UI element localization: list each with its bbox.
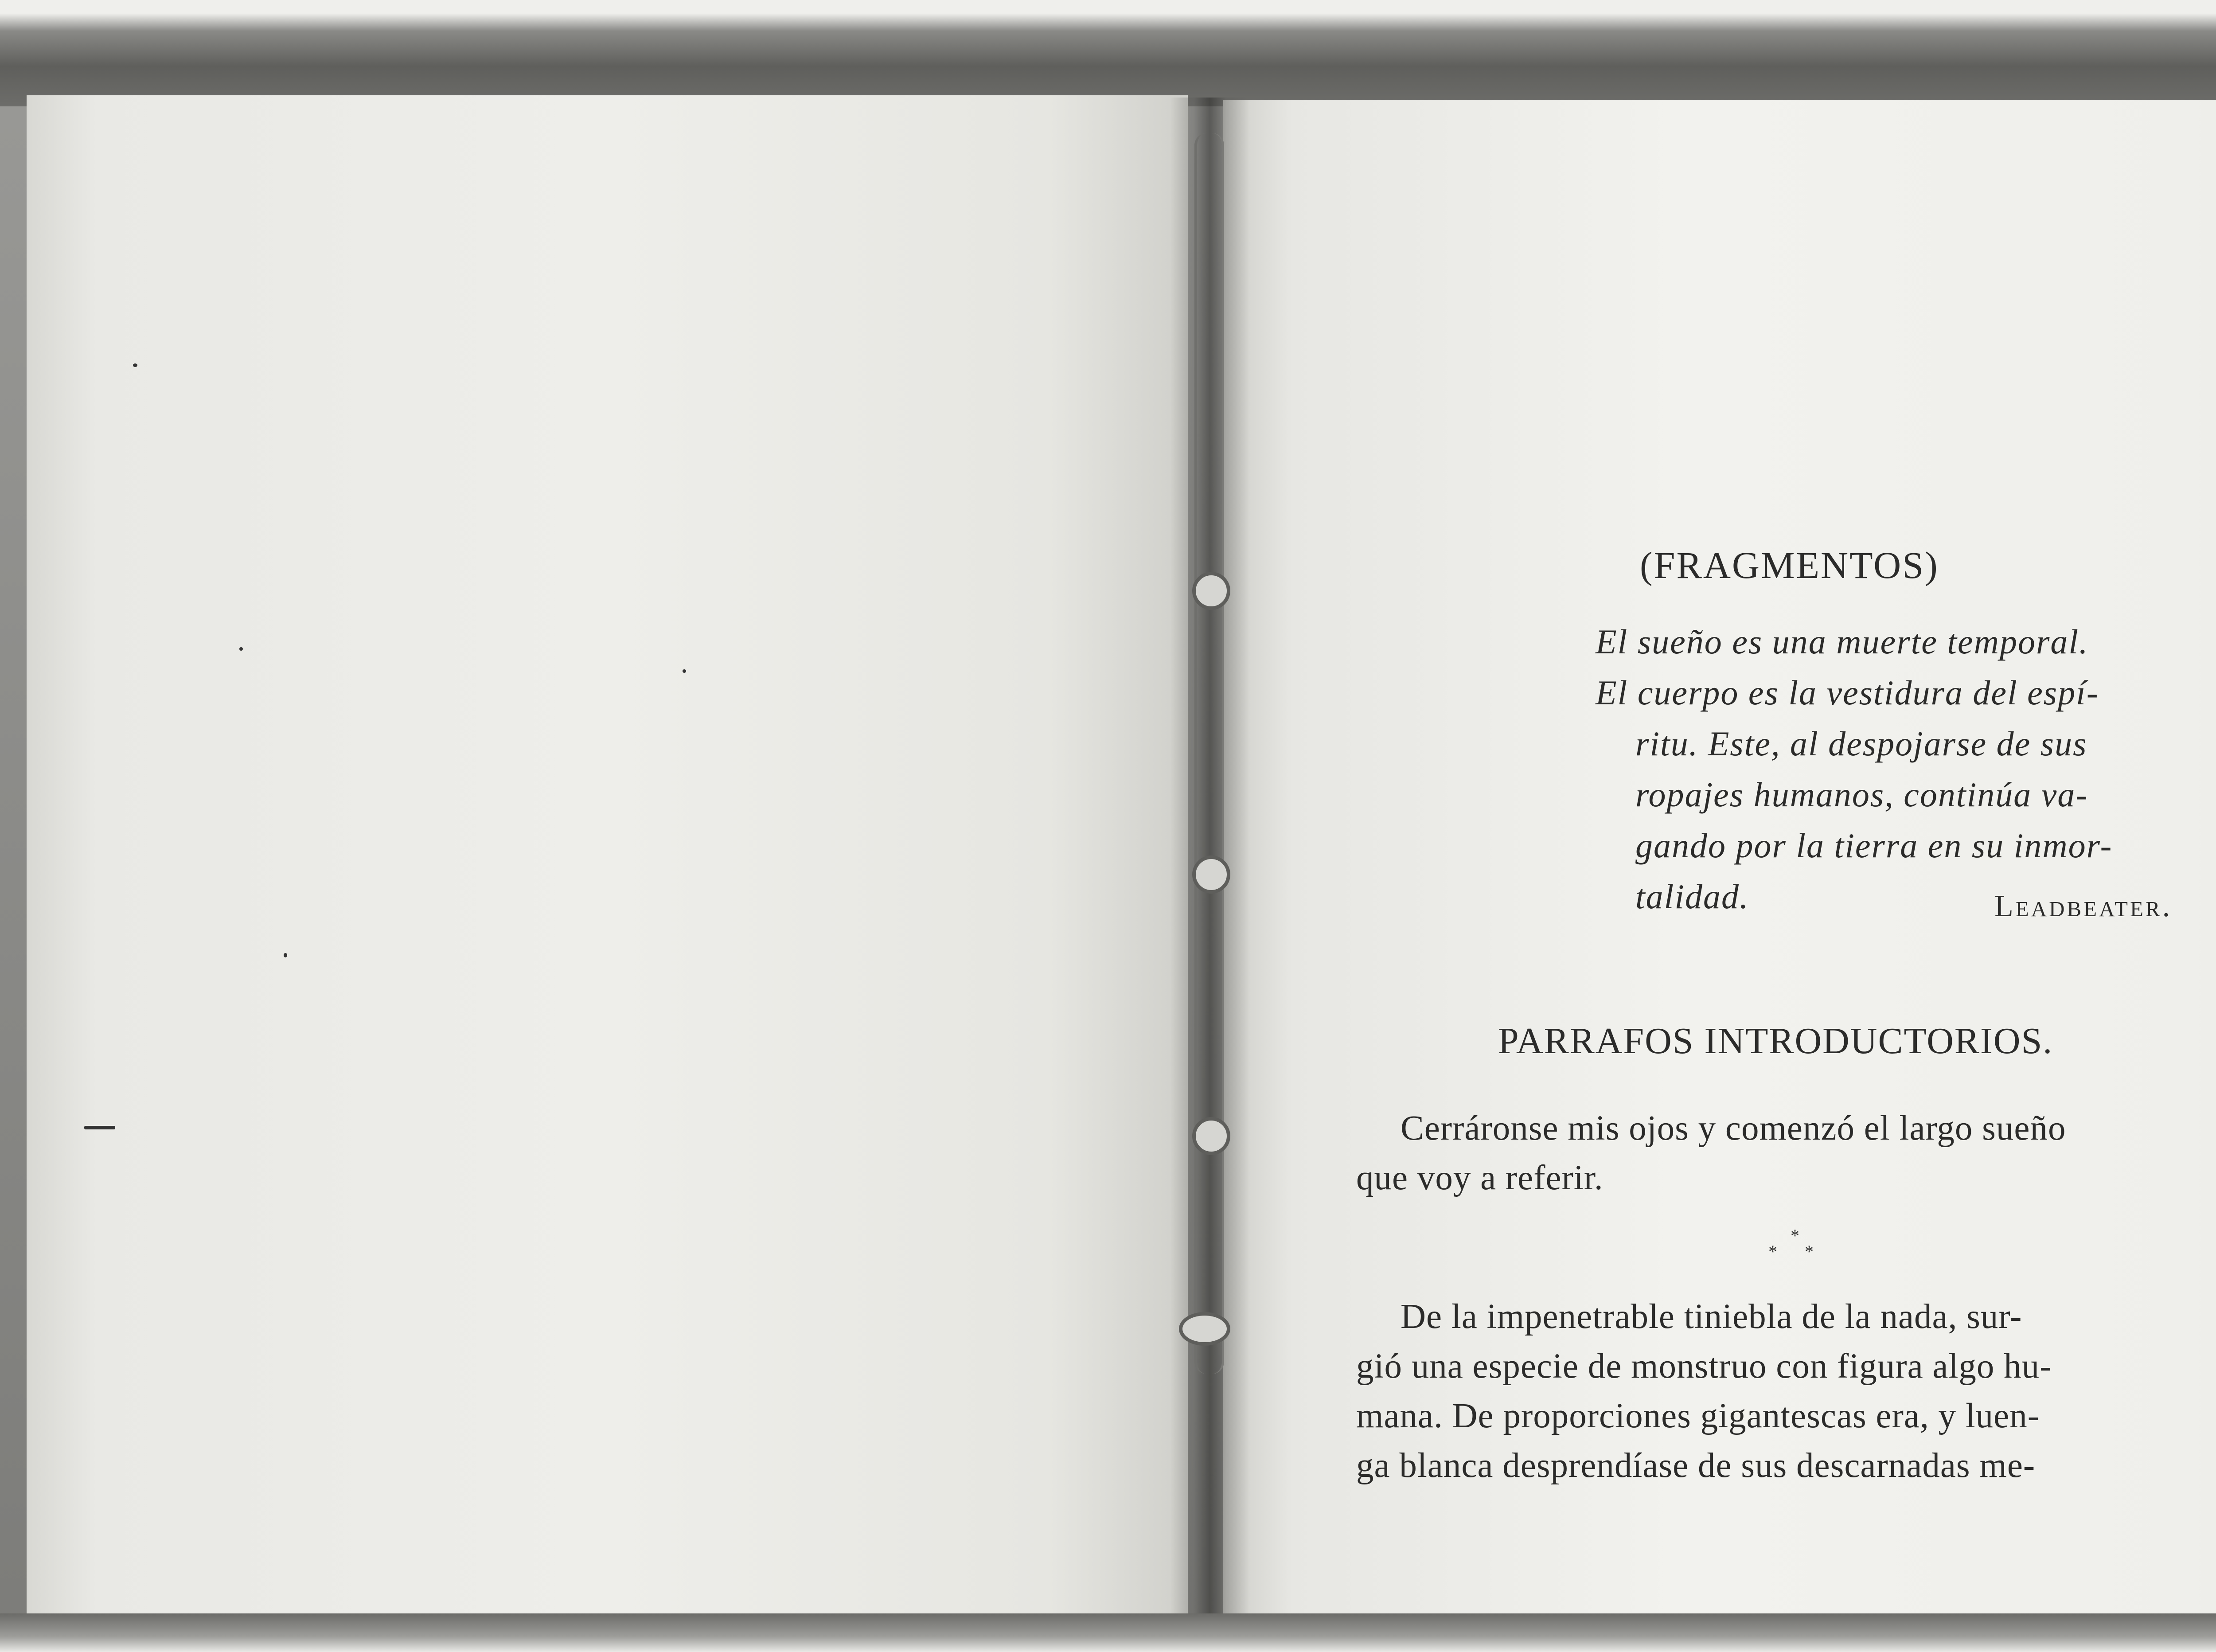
- paper-speck: [133, 363, 137, 367]
- epigraph-line: gando por la tierra en su inmor-: [1635, 826, 2113, 865]
- epigraph-line: talidad.: [1635, 877, 1749, 916]
- paper-speck: [683, 669, 686, 673]
- paragraph-intro: [1356, 1104, 2066, 1203]
- epigraph-line: ropajes humanos, continúa va-: [1635, 775, 2088, 814]
- paragraph-line: Cerráronse mis ojos y comenzó el largo sueño: [1401, 1109, 2066, 1148]
- paper-speck: [284, 953, 287, 957]
- section-heading: (FRAGMENTOS): [1640, 544, 1939, 586]
- cover-top-edge: [0, 0, 2216, 106]
- left-page: [27, 95, 1188, 1622]
- epigraph: [1596, 616, 2112, 922]
- asterism-separator: [1768, 1228, 1825, 1260]
- asterism-top: *: [1791, 1226, 1811, 1246]
- paragraph-line: que voy a referir.: [1356, 1159, 1603, 1197]
- cover-bottom-edge: [0, 1613, 2216, 1652]
- binding-knot: [1192, 855, 1230, 894]
- epigraph-line: El cuerpo es la vestidura del espí-: [1596, 673, 2099, 712]
- paper-speck: [239, 647, 243, 651]
- epigraph-line: El sueño es una muerte temporal.: [1596, 622, 2089, 661]
- paragraph-line: ga blanca desprendíase de sus descarnadas me-: [1356, 1446, 2036, 1485]
- paragraph-line: gió una especie de monstruo con figura algo hu-: [1356, 1347, 2052, 1386]
- binding-knot: [1179, 1312, 1230, 1346]
- binding-knot: [1192, 1117, 1230, 1155]
- epigraph-line: ritu. Este, al despojarse de sus: [1635, 724, 2087, 763]
- binding-thread: [1194, 133, 1224, 1374]
- epigraph-attribution: Leadbeater.: [1994, 889, 2173, 923]
- paragraph-body: [1356, 1292, 2052, 1491]
- paper-speck: [84, 1126, 115, 1129]
- binding-knot: [1192, 572, 1230, 610]
- paragraph-line: mana. De proporciones gigantescas era, y luen-: [1356, 1397, 2040, 1435]
- asterism-bottom: * *: [1768, 1242, 1825, 1261]
- chapter-subheading: PARRAFOS INTRODUCTORIOS.: [1498, 1020, 2053, 1062]
- paragraph-line: De la impenetrable tiniebla de la nada, sur-: [1401, 1297, 2022, 1336]
